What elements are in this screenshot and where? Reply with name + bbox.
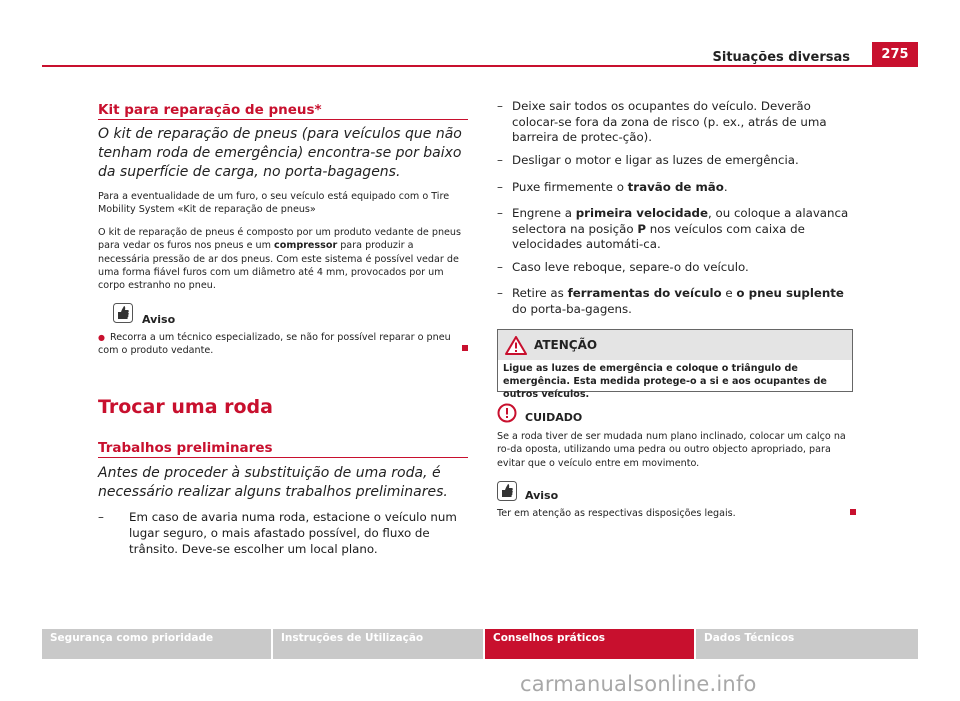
- footer-nav: [42, 629, 918, 659]
- warning-title: ATENÇÃO: [534, 338, 598, 352]
- caution-icon: [497, 403, 517, 423]
- prelim-list-item: – Em caso de avaria numa roda, estacione o veículo num lugar seguro, o mais afastado possível, do fluxo de trânsito. Deve-se escolher um local plano.: [98, 510, 457, 556]
- step-item: – Caso leve reboque, separe-o do veículo.: [497, 260, 749, 274]
- section-end-marker: [850, 509, 856, 515]
- bullet: ●: [98, 333, 105, 342]
- warning-box: [497, 329, 853, 400]
- kit-paragraph-2: O kit de reparação de pneus é composto por um produto vedante de pneus para vedar os furos nos pneus e um compressor para produzir a necessária pressão de ar dos pneus. Com este sistema é possível vedar de uma forma fiável furos com um diâmetro até 4 mm, provocados por um corpo estranho no pneu.: [98, 227, 462, 292]
- prelim-intro: Antes de proceder à substituição de uma roda, é necessário realizar alguns trabalhos preliminares.: [98, 465, 448, 500]
- tab-practical-advice[interactable]: Conselhos práticos: [485, 629, 694, 659]
- note-text: ● Recorra a um técnico especializado, se não for possível reparar o pneu com o produto vedante.: [98, 332, 451, 357]
- step-item: – Puxe firmemente o travão de mão.: [497, 180, 728, 194]
- prelim-heading-rule: [98, 457, 468, 458]
- prelim-heading: Trabalhos preliminares: [98, 440, 273, 456]
- info-note-icon: [113, 303, 133, 323]
- warning-text: Ligue as luzes de emergência e coloque o triângulo de emergência. Esta medida protege-o a si e aos ocupantes de outros veículos.: [503, 363, 827, 400]
- caution-title: CUIDADO: [525, 411, 583, 424]
- tab-instructions[interactable]: Instruções de Utilização: [273, 629, 483, 659]
- section-title: Situações diversas: [712, 50, 850, 65]
- page-number: 275: [872, 42, 918, 65]
- step-item: – Engrene a primeira velocidade, ou coloque a alavanca selectora na posição P nos veículos com caixa de velocidades automáti-ca.: [497, 206, 849, 251]
- main-heading: Trocar uma roda: [98, 396, 273, 418]
- watermark: carmanualsonline.info: [520, 672, 757, 696]
- note-title: Aviso: [142, 313, 176, 326]
- note-title: Aviso: [525, 489, 559, 502]
- dash: –: [98, 510, 104, 524]
- header-rule: [42, 65, 918, 67]
- step-item: – Retire as ferramentas do veículo e o pneu suplente do porta-ba-gagens.: [497, 286, 844, 316]
- step-item: – Desligar o motor e ligar as luzes de emergência.: [497, 153, 799, 167]
- kit-heading-rule: [98, 119, 468, 120]
- section-end-marker: [462, 345, 468, 351]
- tab-safety[interactable]: Segurança como prioridade: [42, 629, 271, 659]
- warning-triangle-icon: [505, 336, 527, 355]
- caution-text: Se a roda tiver de ser mudada num plano inclinado, colocar um calço na ro-da oposta, utilizando uma pedra ou outro objecto apropriado, para evitar que o veículo entre em movimento.: [497, 431, 846, 469]
- info-note-icon: [497, 481, 517, 501]
- kit-intro: O kit de reparação de pneus (para veículos que não tenham roda de emergência) encontra-se por baixo da superfície de carga, no porta-bagagens.: [98, 126, 462, 180]
- note-text: Ter em atenção as respectivas disposições legais.: [497, 508, 736, 519]
- kit-paragraph-1: Para a eventualidade de um furo, o seu veículo está equipado com o Tire Mobility System «Kit de reparação de pneus»: [98, 191, 450, 216]
- kit-heading: Kit para reparação de pneus*: [98, 102, 322, 118]
- tab-technical-data[interactable]: Dados Técnicos: [696, 629, 918, 659]
- step-item: – Deixe sair todos os ocupantes do veículo. Deverão colocar-se fora da zona de risco (p. ex., atrás de uma barreira de protec-ção).: [497, 99, 827, 144]
